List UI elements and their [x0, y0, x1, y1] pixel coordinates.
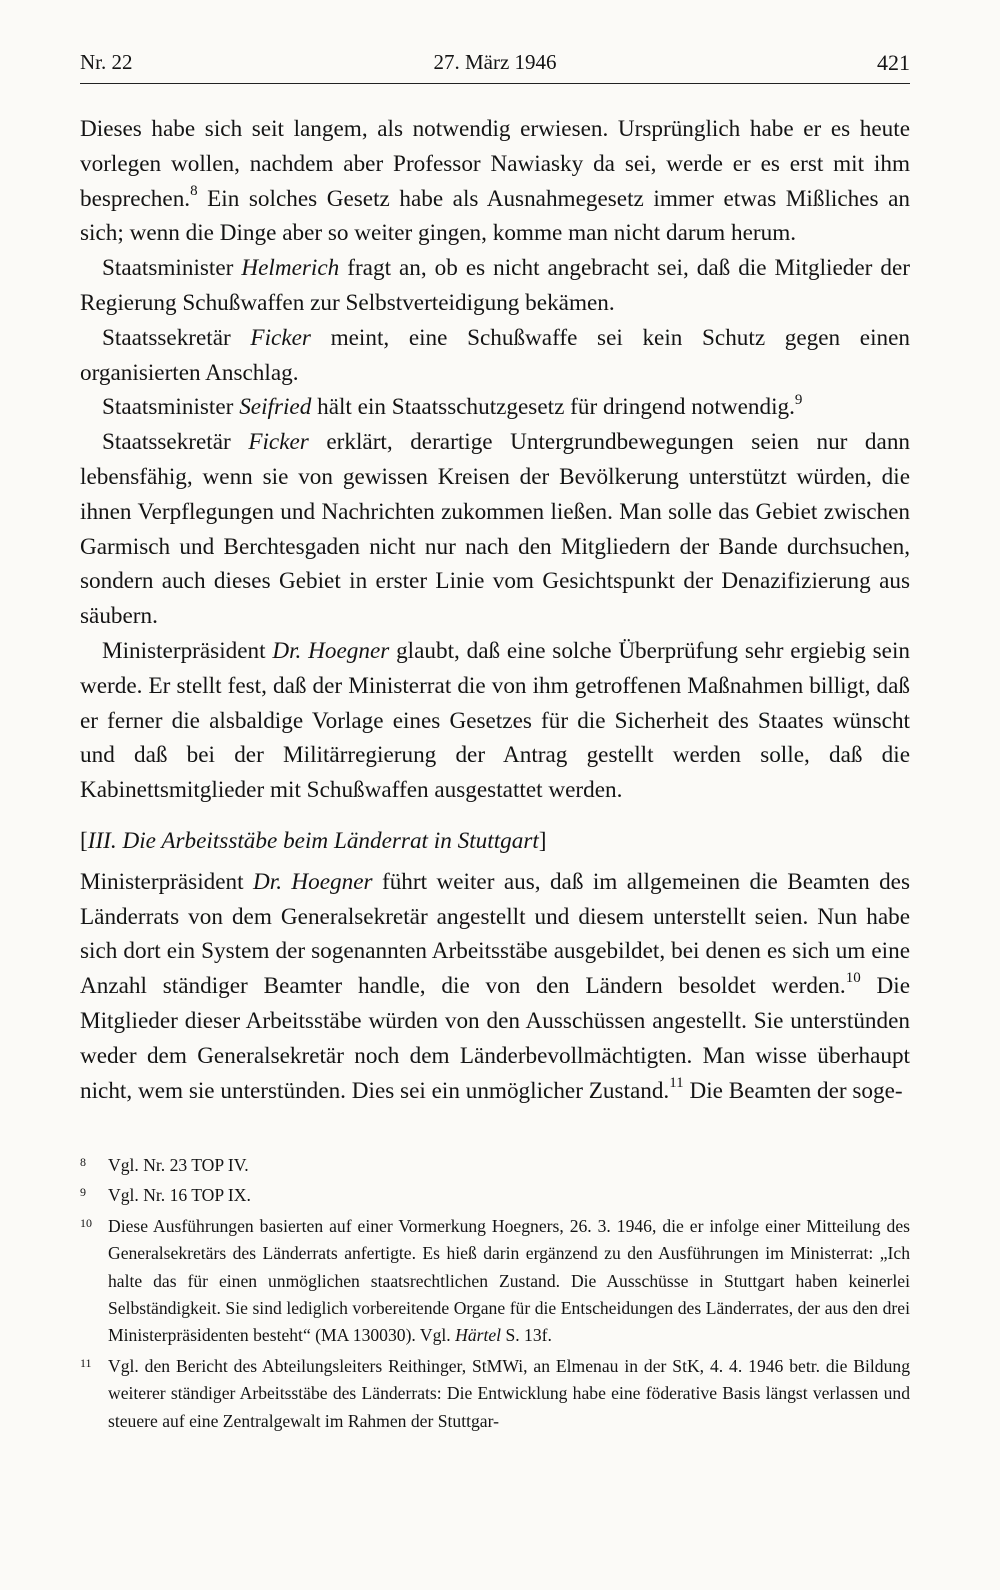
- footnote-number: 11: [80, 1355, 92, 1370]
- footnotes: [80, 1152, 910, 1438]
- section-heading: [80, 824, 910, 859]
- paragraph-2-text-b: fragt an, ob es nicht angebracht sei, daß die Mitglieder der Regierung Schußwaffen zur Selbstverteidigung bekämen.: [80, 255, 910, 316]
- paragraph-2-text-a: Staatsminister: [102, 255, 242, 282]
- paragraph-4-text-b: hält ein Staatsschutzgesetz für dringend notwendig.: [311, 394, 795, 421]
- paragraph-3-text-b: meint, eine Schußwaffe sei kein Schutz gegen einen organisierten Anschlag.: [80, 324, 910, 386]
- main-text: [80, 112, 910, 1108]
- paragraph-6-text-a: Ministerpräsident: [102, 637, 273, 664]
- page-date: 27. März 1946: [433, 50, 557, 74]
- heading-text: III. Die Arbeitsstäbe beim Länderrat in Stuttgart: [87, 827, 539, 854]
- footnote-text: Diese Ausführungen basierten auf einer Vormerkung Hoegners, 26. 3. 1946, die er infolge einer Mitteilung des Generalsekretärs des Länderrats anfertigte. Es hieß darin ergänzend zu den Ausführungen im Ministerrat: „Ich halte das für einen unmöglichen staatsrechtlichen Zustand. Die Ausschüsse in Stuttgart haben keinerlei Selbständigkeit. Sie sind lediglich vorbereitende Organe für die Entscheidungen des Länderrates, der aus den drei Ministerpräsidenten besteht“ (MA 130030). Vgl.: [108, 1215, 910, 1346]
- paragraph-7: [80, 865, 910, 1109]
- paragraph-6-text-b: glaubt, daß eine solche Überprüfung sehr ergiebig sein werde. Er stellt fest, daß der Ministerrat die von ihm getroffenen Maßnahmen billigt, daß er ferner die alsbaldige Vorlage eines Gesetzes für die Sicherheit des Staates wünscht und daß bei der Militärregierung der Antrag gestellt werden solle, daß die Kabinettsmitglieder mit Schußwaffen ausgestattet werden.: [80, 637, 910, 804]
- footnote-number: 10: [80, 1215, 92, 1230]
- paragraph-7-text-a: Ministerpräsident: [80, 868, 253, 895]
- paragraph-6: [80, 634, 910, 808]
- speaker-name: Ficker: [250, 324, 311, 351]
- heading-bracket-open: [: [80, 827, 88, 854]
- footnote-9: [80, 1182, 910, 1209]
- paragraph-3-text-a: Staatssekretär: [102, 324, 251, 351]
- footnote-text: Vgl. den Bericht des Abteilungsleiters Reithinger, StMWi, an Elmenau in der StK, 4. 4. 1946 betr. die Bildung weiterer ständiger Arbeitsstäbe des Länderrats: Die Entwicklung habe eine föderative Basis längst verlassen und steuere auf eine Zentralgewalt im Rahmen der Stuttgar-: [108, 1355, 910, 1431]
- footnote-number: 9: [80, 1185, 86, 1200]
- footnote-number: 8: [80, 1155, 86, 1169]
- paragraph-4-text-a: Staatsminister: [102, 394, 240, 421]
- footnote-author: Härtel: [455, 1325, 502, 1346]
- paragraph-3: [80, 321, 910, 391]
- footnote-text: Vgl. Nr. 23 TOP IV.: [108, 1155, 249, 1175]
- paragraph-5-text-b: erklärt, derartige Untergrundbewegungen seien nur dann lebensfähig, wenn sie von gewissen Kreisen der Bevölkerung unterstützt würden, die ihnen Verpflegungen und Nachrichten zukommen ließen. Man solle das Gebiet zwischen Garmisch und Berchtesgaden nicht nur nach den Mitgliedern der Bande durchsuchen, sondern auch dieses Gebiet in erster Linie vom Gesichtspunkt der Denazifizierung aus säubern.: [80, 429, 911, 630]
- page-number: 421: [877, 50, 910, 75]
- footnote-text: Vgl. Nr. 16 TOP IX.: [108, 1185, 251, 1206]
- footnote-8: [80, 1152, 910, 1179]
- footnote-ref-11[interactable]: 11: [669, 1074, 684, 1091]
- footnote-tail: S. 13f.: [501, 1325, 552, 1346]
- paragraph-1: [80, 112, 910, 251]
- heading-bracket-close: ]: [538, 827, 547, 854]
- paragraph-5-text-a: Staatssekretär: [102, 429, 249, 456]
- speaker-name: Helmerich: [241, 255, 340, 282]
- speaker-name: Dr. Hoegner: [272, 637, 390, 664]
- paragraph-1-text-a: Dieses habe sich seit langem, als notwendig erwiesen. Ursprünglich habe er es heute vorlegen wollen, nachdem aber Professor Nawiasky da sei, werde er es erst mit ihm besprechen.: [80, 116, 910, 212]
- footnote-ref-9[interactable]: 9: [794, 391, 803, 408]
- paragraph-7-text-d: Die Beamten der soge-: [683, 1077, 903, 1104]
- speaker-name: Seifried: [239, 394, 312, 421]
- footnote-ref-8[interactable]: 8: [190, 182, 198, 199]
- paragraph-7-text-c: Die Mitglieder dieser Arbeitsstäbe würden von den Ausschüssen angestellt. Sie unterstünden weder dem Generalsekretär noch dem Länderbevollmächtigten. Man wisse überhaupt nicht, wem sie unterstünden. Dies sei ein unmöglicher Zustand.: [80, 973, 910, 1104]
- footnote-text-wrap: [108, 1213, 910, 1350]
- paragraph-5: [80, 425, 910, 634]
- footnote-ref-10[interactable]: 10: [845, 970, 861, 987]
- paragraph-1-text-b: Ein solches Gesetz habe als Ausnahmegesetz immer etwas Mißliches an sich; wenn die Dinge aber so weiter gingen, komme man nicht darum herum.: [80, 185, 910, 247]
- footnote-11: [80, 1353, 910, 1435]
- running-head: [80, 50, 910, 80]
- issue-number: Nr. 22: [80, 50, 133, 74]
- paragraph-2: [80, 251, 910, 321]
- footnote-10: [80, 1213, 910, 1350]
- paragraph-4: [80, 390, 910, 425]
- header-rule: [80, 83, 910, 84]
- speaker-name: Ficker: [248, 429, 309, 456]
- speaker-name: Dr. Hoegner: [253, 868, 373, 895]
- paragraph-7-text-b: führt weiter aus, daß im allgemeinen die Beamten des Länderrats von dem Generalsekretär angestellt und diesem unterstellt seien. Nun habe sich dort ein System der sogenannten Arbeitsstäbe ausgebildet, bei denen es sich um eine Anzahl ständiger Beamter handle, die von den Ländern besoldet werden.: [80, 868, 910, 1000]
